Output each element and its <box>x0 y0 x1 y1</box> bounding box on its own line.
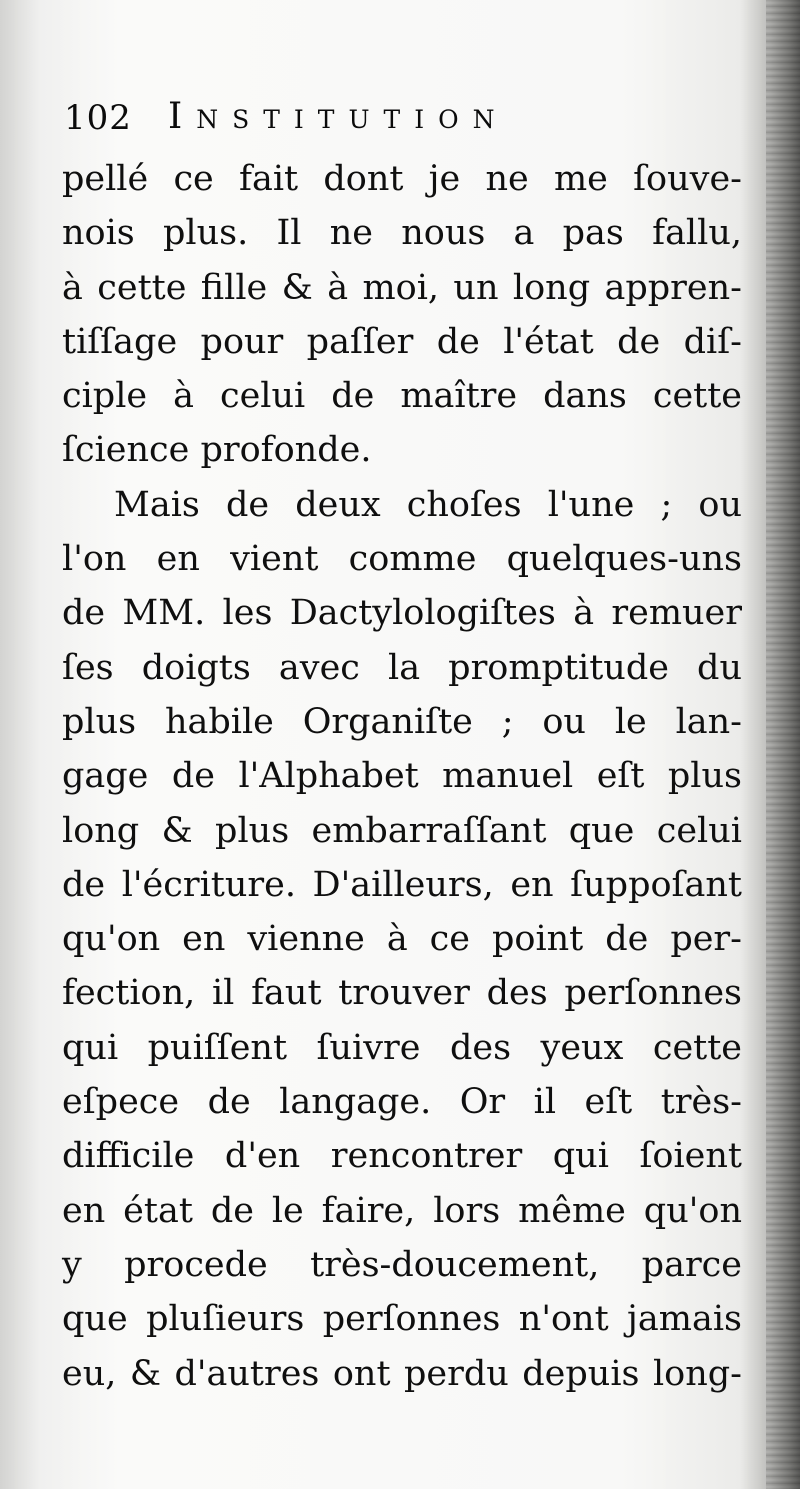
text-line: de MM. les Dactylologiſtes à remuer <box>62 593 742 634</box>
text-line: l'on en vient comme quelques-uns <box>62 539 742 580</box>
page-header <box>64 96 684 148</box>
text-line: ciple à celui de maître dans cette <box>62 376 742 417</box>
text-line: nois plus. Il ne nous a pas fallu, <box>62 213 742 254</box>
text-line: difficile d'en rencontrer qui ſoient <box>62 1136 742 1177</box>
text-line: fection, il faut trouver des perſonnes <box>62 973 742 1014</box>
text-line: qu'on en vienne à ce point de per- <box>62 919 742 960</box>
text-line: eu, & d'autres ont perdu depuis long- <box>62 1353 742 1394</box>
text-line: à cette fille & à moi, un long appren- <box>62 267 742 308</box>
text-line: Mais de deux choſes l'une ; ou <box>114 484 742 525</box>
text-line: ſcience profonde. <box>62 430 372 471</box>
text-line: plus habile Organiſte ; ou le lan- <box>62 701 742 742</box>
text-line: long & plus embarraſſant que celui <box>62 810 742 851</box>
text-line: que pluſieurs perſonnes n'ont jamais <box>62 1299 742 1340</box>
text-line: pellé ce fait dont je ne me ſouve- <box>62 159 742 199</box>
text-line: qui puiſſent ſuivre des yeux cette <box>62 1027 742 1068</box>
text-line: y procede très-doucement, parce <box>62 1244 742 1285</box>
text-line: en état de le faire, lors même qu'on <box>62 1190 742 1231</box>
body-text <box>62 152 742 1401</box>
running-title: Institution <box>168 96 509 137</box>
text-line: ſes doigts avec la promptitude du <box>62 647 742 688</box>
text-line: gage de l'Alphabet manuel eſt plus <box>62 756 742 797</box>
text-line: eſpece de langage. Or il eſt très- <box>62 1082 742 1123</box>
page-number: 102 <box>64 98 132 138</box>
text-line: de l'écriture. D'ailleurs, en ſuppoſant <box>62 864 742 905</box>
text-line: tiſſage pour paſſer de l'état de diſ- <box>62 321 742 362</box>
